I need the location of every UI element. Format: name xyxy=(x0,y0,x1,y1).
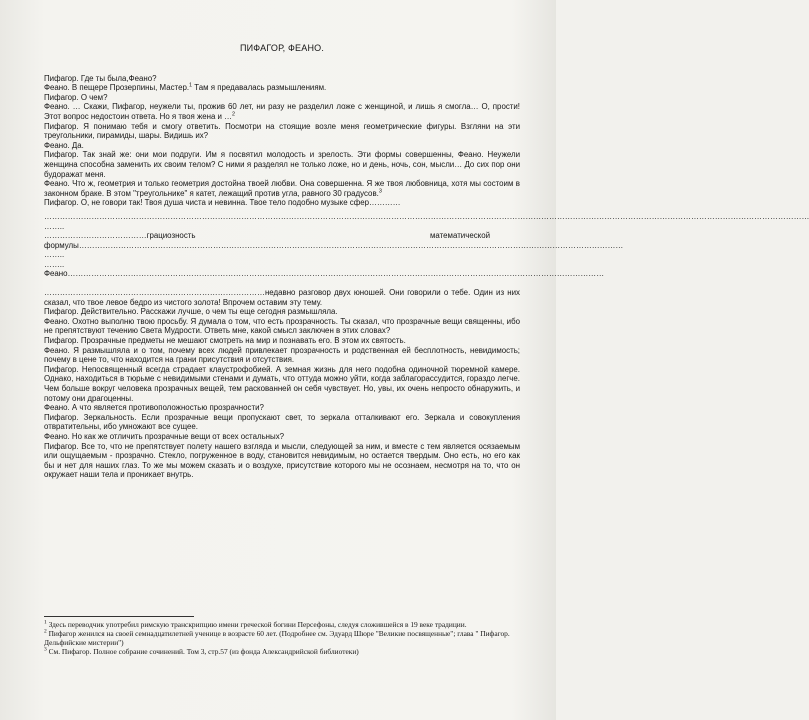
dialogue-paragraph: Пифагор. Прозрачные предметы не мешают смотреть на мир и познавать его. В этом их святость. xyxy=(44,336,406,346)
ellipsis-line: …….. xyxy=(44,250,65,260)
ellipsis-line: …….. xyxy=(44,259,65,269)
gracefulness-text: …………………………………грациозность xyxy=(44,231,196,241)
dialogue-paragraph: …………………………………………………………………………недавно разговор двух юношей. Они говорили о тебе. Один из них сказал, что твое левое бедро из чистого золота! Впрочем оставим эту тему. xyxy=(44,288,520,307)
footnote: $^2$ Пифагор женился на своей семнадцатилетней ученице в возрасте 60 лет. (Подробнее см. Эдуард Шюре "Великие посвященные"; глава " Пифагор. Дельфийские мистерии") xyxy=(44,628,510,647)
dialogue-paragraph: Феано. Да. xyxy=(44,140,84,150)
footnote-marker: 2 xyxy=(44,628,47,635)
page-title: ПИФАГОР, ФЕАНО. xyxy=(239,43,325,53)
formulas-line: формулы……………………………………………………………………………………………………………………………………………………………………………………… xyxy=(44,240,624,250)
ellipsis-line: ………………………………………………………………………………………………………………………………………………………………………………………………………………………………………………………………… xyxy=(44,211,809,221)
dialogue-paragraph: Пифагор. Все то, что не препятствует полету нашего взгляда и мысли, следующей за ним, и вместе с тем является осязаемым или ощущаемым - прозрачно. Стекло, погруженное в воду, становится невидимым, но остается твердым. Оно есть, но его как бы и нет для наших глаз. То же мы можем сказать и о воздухе, присутствие которого мы не осознаем, несмотря на то, что он окружает наши тела и проникает внутрь. xyxy=(44,441,520,480)
ellipsis-line: …….. xyxy=(44,221,65,231)
dialogue-paragraph: Пифагор. Действительно. Расскажи лучше, о чем ты еще сегодня размышляла. xyxy=(44,307,338,317)
dialogue-paragraph: Пифагор. Я понимаю тебя и смогу ответить. Посмотри на стоящие возле меня геометрические фигуры. Взгляни на эти треугольники, пирамиды, шары. Видишь их? xyxy=(44,121,520,141)
dialogue-paragraph: Пифагор. О, не говори так! Твоя душа чиста и невинна. Твое тело подобно музыке сфер………… xyxy=(44,198,401,208)
feano-ellipsis-line: Феано…………………………………………………………………………………………………………………………………………………………………………………… xyxy=(44,269,605,279)
dialogue-paragraph: Феано. Но как же отличить прозрачные вещи от всех остальных? xyxy=(44,431,285,441)
dialogue-paragraph: Феано. А что является противоположностью прозрачности? xyxy=(44,403,264,413)
dialogue-paragraph: Пифагор. Где ты была,Феано? xyxy=(44,73,157,83)
dialogue-paragraph: Пифагор. Непосвященный всегда страдает клаустрофобией. А земная жизнь для него подобна одиночной тюремной камере. Однако, находиться в тюрьме с невидимыми стенами и думать, что оттуда можно уйти, когда заблагорассудится, гораздо легче. Чем больше вокруг человека прозрачных вещей, тем раскованней он себя чувствует. Но, увы, их очень непросто обнаружить, и потому они драгоценны. xyxy=(44,364,520,403)
footnotes xyxy=(44,616,520,656)
dialogue-paragraph: Пифагор. Так знай же: они мои подруги. Им я посвятил молодость и зрелость. Эти формы совершенны, Феано. Неужели женщина способна заменить их своим телом? С ними я разделял не только ложе, но и день, ночь, сон, мысли… До сих пор они будоражат меня. xyxy=(44,150,520,179)
footnote-divider xyxy=(44,616,194,617)
dialogue-paragraph: Феано. Охотно выполню твою просьбу. Я думала о том, что есть прозрачность. Ты сказал, что прозрачные вещи священны, ибо не препятствуют течению Света Мудрости. Ответь мне, какой смысл заключен в этих словах? xyxy=(44,316,520,336)
dialogue-paragraph: Феано. Я размышляла и о том, почему всех людей привлекает прозрачность и родственная ей бесплотность, невидимость; почему в цене то, что находится на грани присутствия и отсутствия. xyxy=(44,345,520,365)
footnote-marker: 1 xyxy=(44,619,47,626)
footnote-marker: 2 xyxy=(232,111,236,118)
dialogue-paragraph: Пифагор. О чем? xyxy=(44,92,108,102)
dialogue-paragraph: Феано. В пещере Прозерпины, Мастер.$^1$ Там я предавалась размышлениям. xyxy=(44,82,327,93)
dialogue-paragraph: Феано. … Скажи, Пифагор, неужели ты, прожив 60 лет, ни разу не разделил ложе с женщиной, и лишь я смогла… О, прости! Этот вопрос недостоин ответа. Но я твоя жена и …$^2$ xyxy=(44,102,520,121)
dialogue-paragraph: Феано. Что ж, геометрия и только геометрия достойна твоей любви. Она совершенна. Я же твоя любовница, хотя мы состоим в законном браке. В этом "треугольнике" я катет, лежащий против угла, равного 30 градусов.$^3$ xyxy=(44,179,520,198)
dialogue-block-b xyxy=(44,288,520,480)
dialogue-block-a xyxy=(44,74,520,208)
dialogue-paragraph: Пифагор. Зеркальность. Если прозрачные вещи пропускают свет, то зеркала отталкивают его. Зеркала и совокупления отвратительны, ибо умножают все сущее. xyxy=(44,412,520,432)
footnote-marker: 3 xyxy=(378,188,382,195)
footnote-list xyxy=(44,620,520,656)
gap-line-gracefulness xyxy=(44,231,520,241)
footnote-marker: 1 xyxy=(189,82,193,89)
footnote: $^3$ См. Пифагор. Полное собрание сочинений. Том 3, стр.57 (из фонда Александрийской библиотеки) xyxy=(44,646,359,656)
footnote: $^1$ Здесь переводчик употребил римскую транскрипцию имени греческой богини Персефоны, следуя сложившейся в 19 веке традиции. xyxy=(44,619,467,629)
footnote-marker: 3 xyxy=(44,646,47,653)
mathematical-text: математической xyxy=(430,231,490,241)
